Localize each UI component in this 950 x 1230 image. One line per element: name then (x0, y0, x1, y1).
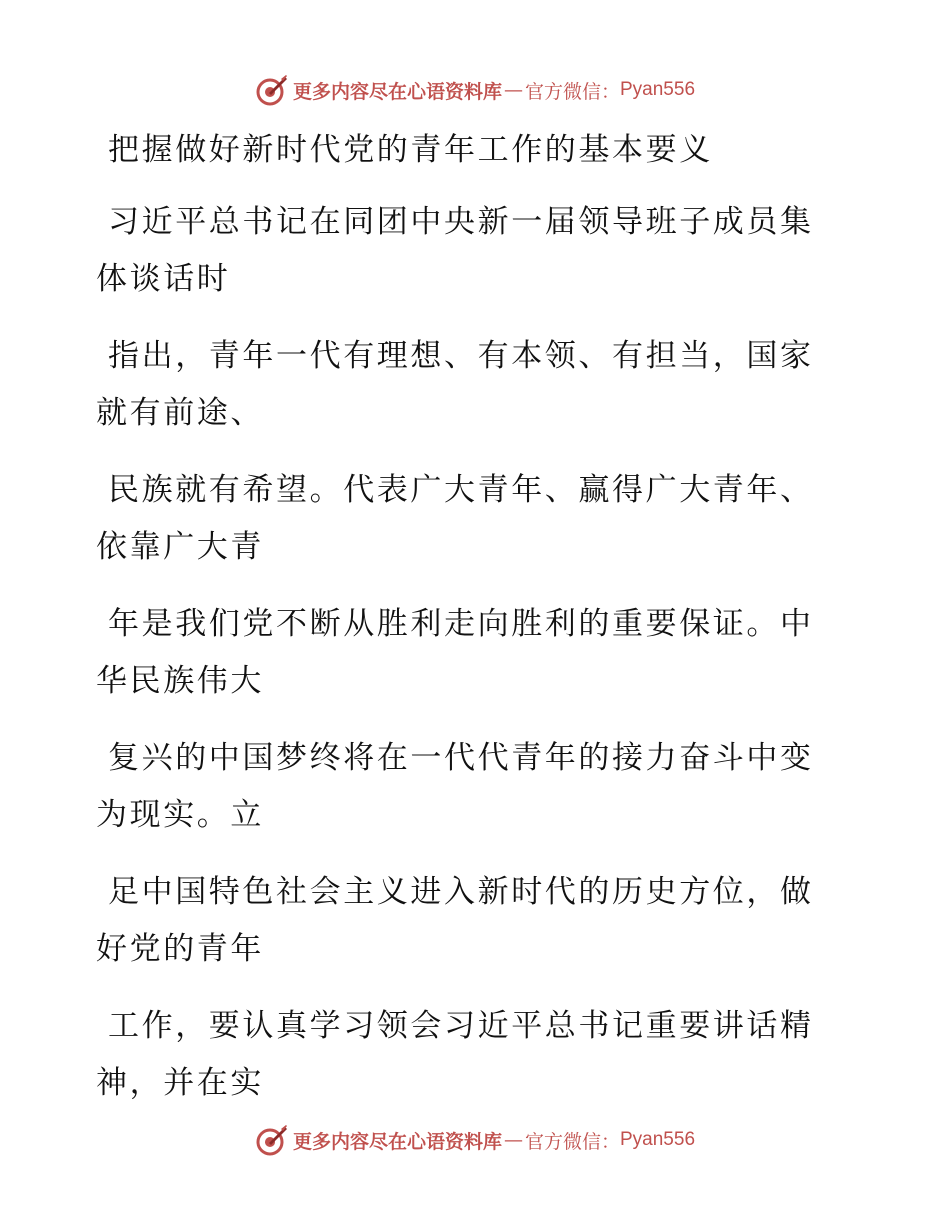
banner-account-label: 官方微信： (524, 80, 620, 103)
footer-watermark-banner (0, 1120, 950, 1160)
banner-account-id: Pyan556 (620, 1129, 696, 1150)
document-paragraph: 指出，青年一代有理想、有本领、有担当，国家就有前途、 (96, 338, 814, 431)
banner-separator: — (503, 1129, 523, 1151)
banner-account-label: 官方微信： (524, 1130, 620, 1153)
banner-separator: — (503, 79, 523, 101)
document-body (96, 122, 836, 1132)
header-watermark-banner (0, 70, 950, 110)
document-paragraph: 足中国特色社会主义进入新时代的历史方位，做好党的青年 (96, 874, 814, 967)
quill-logo-icon (255, 73, 289, 107)
banner-account-id: Pyan556 (620, 79, 696, 100)
document-paragraph: 工作，要认真学习领会习近平总书记重要讲话精神，并在实 (96, 1008, 814, 1101)
banner-site-text: 更多内容尽在心语资料库 (292, 80, 502, 103)
document-title: 把握做好新时代党的青年工作的基本要义 (108, 132, 713, 168)
quill-logo-icon (255, 1123, 289, 1157)
document-paragraph: 复兴的中国梦终将在一代代青年的接力奋斗中变为现实。立 (96, 740, 814, 833)
document-paragraph: 习近平总书记在同团中央新一届领导班子成员集体谈话时 (96, 204, 814, 297)
document-paragraph: 民族就有希望。代表广大青年、赢得广大青年、依靠广大青 (96, 472, 814, 565)
banner-site-text: 更多内容尽在心语资料库 (292, 1130, 502, 1153)
document-paragraph: 年是我们党不断从胜利走向胜利的重要保证。中华民族伟大 (96, 606, 814, 699)
